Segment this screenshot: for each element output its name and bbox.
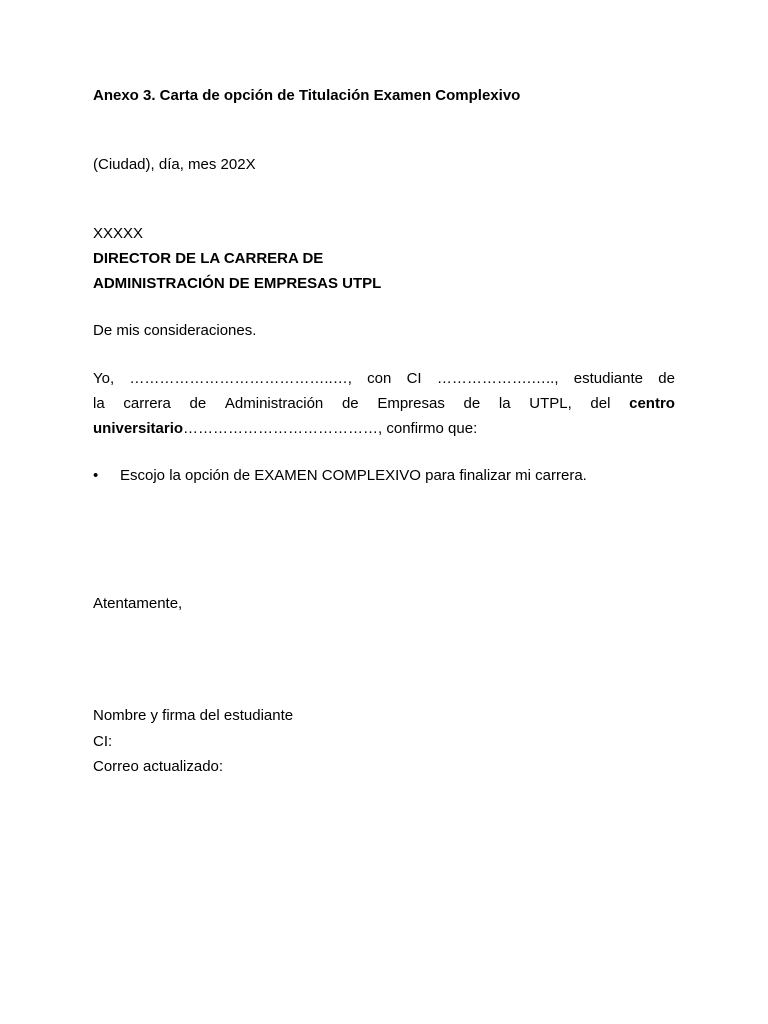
body-line-3 bbox=[93, 420, 477, 438]
body-word: con bbox=[367, 370, 392, 387]
body-word: la bbox=[93, 395, 105, 412]
body-word: de bbox=[463, 395, 481, 412]
body-word: de bbox=[341, 395, 359, 412]
body-word-bold: universitario bbox=[93, 420, 184, 437]
signature-ci-label: CI: bbox=[93, 733, 113, 750]
recipient-position-line2: ADMINISTRACIÓN DE EMPRESAS UTPL bbox=[93, 275, 382, 292]
body-line-1 bbox=[93, 370, 675, 388]
letter-page bbox=[93, 0, 675, 1024]
body-word: la bbox=[498, 395, 511, 412]
bullet-text: Escojo la opción de EXAMEN COMPLEXIVO para finalizar mi carrera. bbox=[120, 467, 587, 484]
greeting: De mis consideraciones. bbox=[93, 322, 257, 339]
body-word: UTPL, bbox=[529, 395, 572, 412]
body-blank-name: …………………………………..…, bbox=[129, 370, 352, 387]
recipient-position-line1: DIRECTOR DE LA CARRERA DE bbox=[93, 250, 324, 267]
body-word: Empresas bbox=[377, 395, 445, 412]
body-word: de bbox=[658, 370, 675, 387]
bullet-icon: • bbox=[93, 467, 99, 484]
place-date: (Ciudad), día, mes 202X bbox=[93, 156, 256, 173]
body-word: CI bbox=[406, 370, 422, 387]
body-blank-ci: ……………….….., bbox=[436, 370, 559, 387]
closing: Atentamente, bbox=[93, 595, 183, 612]
signature-name-label: Nombre y firma del estudiante bbox=[93, 707, 294, 724]
body-line-2 bbox=[93, 395, 675, 413]
signature-email-label: Correo actualizado: bbox=[93, 758, 224, 775]
body-word-bold: centro bbox=[629, 395, 675, 412]
body-word: Administración bbox=[224, 395, 324, 412]
body-line-3-rest: …………………………………, confirmo que: bbox=[183, 420, 478, 437]
body-word: del bbox=[590, 395, 611, 412]
body-word: de bbox=[189, 395, 207, 412]
recipient-name: XXXXX bbox=[93, 225, 144, 242]
body-word: Yo, bbox=[93, 370, 115, 387]
document-title: Anexo 3. Carta de opción de Titulación Examen Complexivo bbox=[93, 87, 521, 104]
body-word: estudiante bbox=[573, 370, 643, 387]
body-word: carrera bbox=[123, 395, 171, 412]
